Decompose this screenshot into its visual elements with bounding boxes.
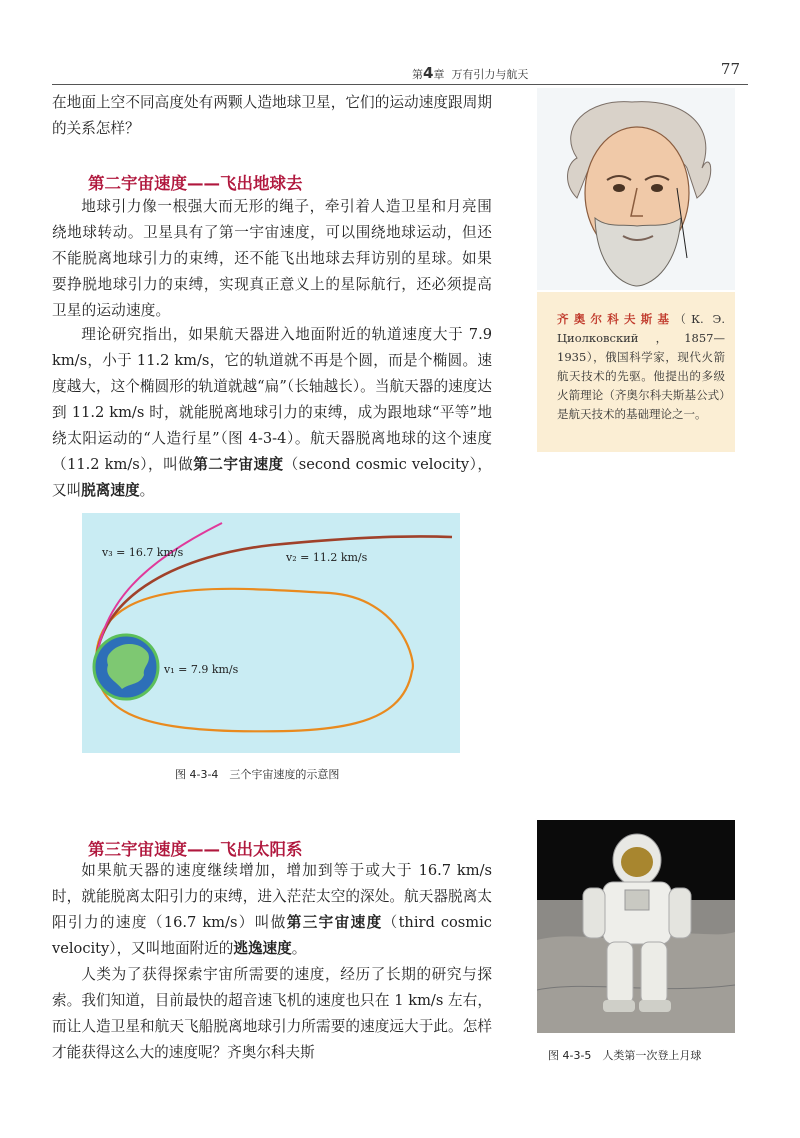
v1-label: v₁ = 7.9 km/s [164, 663, 239, 676]
section3-para2: 人类为了获得探索宇宙所需要的速度，经历了长期的研究与探索。我们知道，目前最快的超音速飞机的速度也只在 1 km/s 左右，而让人造卫星和航天飞船脱离地球引力所需要的速度远大于此。怎样才能获得这么大的速度呢？齐奥尔科夫斯 [52, 966, 492, 1061]
chapter-name: 万有引力与航天 [451, 68, 529, 81]
chapter-prefix: 第 [412, 68, 423, 81]
scientist-name: 齐奥尔科夫斯基 [557, 312, 675, 326]
section3-para1-text2: （third cosmic velocity），又叫地面附近的 [52, 914, 492, 957]
v2-label: v₂ = 11.2 km/s [286, 551, 368, 564]
chapter-suffix: 章 [433, 68, 445, 81]
term-escape-velocity: 脱离速度 [81, 482, 140, 499]
moon-landing-photo [537, 820, 735, 1033]
term-escape-velocity-ground: 逃逸速度 [233, 940, 292, 957]
section3-para1 [52, 858, 492, 962]
section2-para2-text: 理论研究指出，如果航天器进入地面附近的轨道速度大于 7.9 km/s，小于 11.2 km/s，它的轨道就不再是个圆，而是个椭圆。速度越大，这个椭圆形的轨道就越“扁”（长轴越长）。当航天器的速度达到 11.2 km/s 时，就能脱离地球引力的束缚，成为跟地球“平等”地绕太阳运动的“人造行星”（图 4-3-4）。航天器脱离地球的这个速度（11.2 km/s），叫做 [52, 326, 492, 473]
biography-note [537, 292, 735, 452]
biography-text [557, 310, 725, 424]
section3-title: 第三宇宙速度——飞出太阳系 [88, 840, 303, 859]
chapter-number: 4 [423, 64, 434, 82]
intro-question: 在地面上空不同高度处有两颗人造地球卫星，它们的运动速度跟周期的关系怎样？ [52, 94, 492, 137]
term-third-cosmic-velocity: 第三宇宙速度 [286, 914, 383, 931]
section2-title: 第二宇宙速度——飞出地球去 [88, 174, 303, 193]
section3-para1-end: 。 [291, 940, 307, 957]
term-second-cosmic-velocity: 第二宇宙速度 [193, 456, 284, 473]
biography-body: （К. Э. Циолковский，1857—1935），俄国科学家，现代火箭航天技术的先驱。他提出的多级火箭理论（齐奥尔科夫斯基公式）是航天技术的基础理论之一。 [557, 312, 725, 421]
page-number: 77 [720, 60, 740, 78]
figure-4-3-4-caption: 图 4-3-4 三个宇宙速度的示意图 [175, 768, 340, 781]
figure-4-3-5-caption: 图 4-3-5 人类第一次登上月球 [548, 1049, 702, 1062]
chapter-title [412, 64, 528, 82]
diagram-svg [82, 513, 460, 753]
v3-label: v₃ = 16.7 km/s [102, 546, 184, 559]
section2-para1: 地球引力像一根强大而无形的绳子，牵引着人造卫星和月亮围绕地球转动。卫星具有了第一宇宙速度，可以围绕地球运动，但还不能脱离地球引力的束缚，还不能飞出地球去拜访别的星球。如果要挣脱地球引力的束缚，实现真正意义上的星际航行，还必须提高卫星的运动速度。 [52, 198, 492, 319]
section2-para2 [52, 322, 492, 504]
section2-para2-end: 。 [139, 482, 155, 499]
cosmic-velocity-diagram [82, 513, 460, 753]
section2-para2-text2: （second cosmic velocity），又叫 [52, 456, 493, 499]
page-header [52, 60, 748, 85]
tsiolkovsky-portrait [537, 88, 735, 290]
section3-para1-text: 如果航天器的速度继续增加，增加到等于或大于 16.7 km/s 时，就能脱离太阳引力的束缚，进入茫茫太空的深处。航天器脱离太阳引力的速度（16.7 km/s）叫做 [52, 862, 492, 931]
earth [94, 635, 158, 699]
